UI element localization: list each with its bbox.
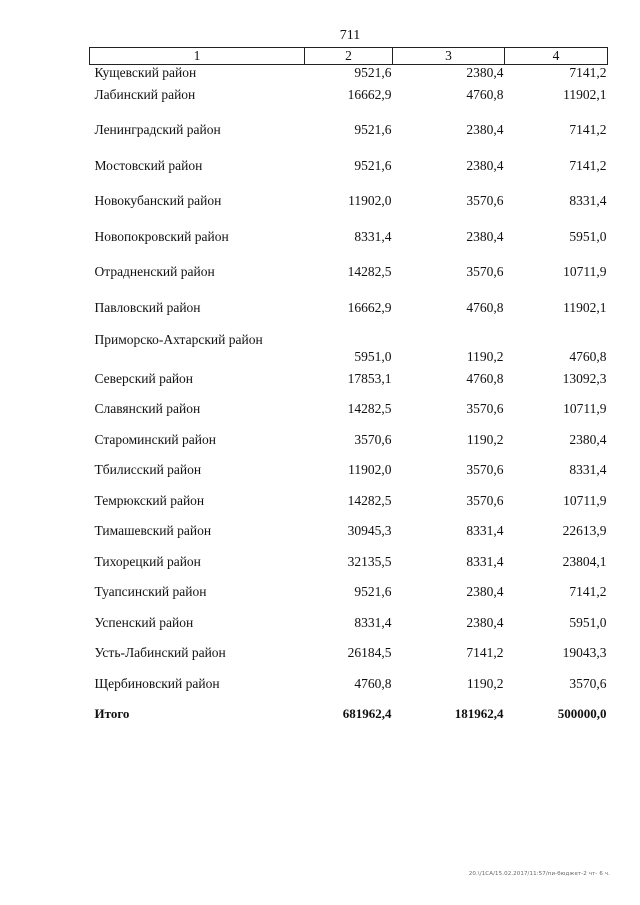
district-name-cell: Приморско-Ахтарский район xyxy=(94,331,263,347)
value-col-4-cell: 7141,2 xyxy=(569,583,607,599)
table-body xyxy=(90,65,608,736)
value-col-3-cell: 3570,6 xyxy=(466,263,504,279)
value-col-4-cell: 7141,2 xyxy=(569,121,607,137)
value-col-3-cell: 7141,2 xyxy=(466,644,504,660)
table-row xyxy=(90,300,608,331)
value-col-4-cell: 10711,9 xyxy=(563,263,607,279)
value-col-2-cell: 30945,3 xyxy=(347,522,392,538)
value-col-4-cell: 5951,0 xyxy=(569,228,607,244)
value-col-3-cell: 4760,8 xyxy=(466,299,504,315)
value-col-2-cell: 9521,6 xyxy=(354,65,392,80)
table-row xyxy=(90,87,608,122)
district-name-cell: Славянский район xyxy=(94,400,201,416)
table-row xyxy=(90,122,608,158)
total-row xyxy=(90,706,608,736)
table-row xyxy=(90,615,608,645)
district-name-cell: Северский район xyxy=(94,370,194,386)
value-col-4-cell: 4760,8 xyxy=(569,348,607,364)
district-name-cell: Лабинский район xyxy=(94,86,196,102)
table-row xyxy=(90,645,608,676)
value-col-2-cell: 14282,5 xyxy=(347,492,392,508)
value-col-4-cell: 10711,9 xyxy=(563,400,607,416)
table-row xyxy=(90,331,608,371)
value-col-2-cell: 14282,5 xyxy=(347,400,392,416)
value-col-2-cell: 4760,8 xyxy=(354,675,392,691)
value-col-4-cell: 8331,4 xyxy=(569,192,607,208)
value-col-2-cell: 16662,9 xyxy=(347,299,392,315)
value-col-4-cell: 11902,1 xyxy=(563,299,607,315)
district-name-cell: Тбилисский район xyxy=(94,461,202,477)
table-row xyxy=(90,584,608,615)
total-col-2-cell: 681962,4 xyxy=(342,705,392,721)
table-row xyxy=(90,554,608,584)
value-col-3-cell: 3570,6 xyxy=(466,461,504,477)
value-col-3-cell: 4760,8 xyxy=(466,370,504,386)
district-name-cell: Новопокровский район xyxy=(94,228,229,244)
value-col-4-cell: 13092,3 xyxy=(562,370,607,386)
value-col-4-cell: 10711,9 xyxy=(563,492,607,508)
value-col-4-cell: 11902,1 xyxy=(563,86,607,102)
value-col-3-cell: 2380,4 xyxy=(466,614,504,630)
table-row xyxy=(90,432,608,462)
value-col-3-cell: 2380,4 xyxy=(466,228,504,244)
total-col-4-cell: 500000,0 xyxy=(557,705,607,721)
value-col-4-cell: 7141,2 xyxy=(569,65,607,80)
district-name-cell: Успенский район xyxy=(94,614,194,630)
table-row xyxy=(90,193,608,229)
total-col-3-cell: 181962,4 xyxy=(454,705,504,721)
district-name-cell: Темрюкский район xyxy=(94,492,205,508)
table-header xyxy=(90,48,608,65)
value-col-3-cell: 1190,2 xyxy=(466,431,504,447)
value-col-2-cell: 14282,5 xyxy=(347,263,392,279)
value-col-4-cell: 2380,4 xyxy=(569,431,607,447)
value-col-2-cell: 26184,5 xyxy=(347,644,392,660)
table-row xyxy=(90,493,608,523)
header-col-3: 3 xyxy=(393,48,505,65)
total-label-cell: Итого xyxy=(94,705,130,721)
district-name-cell: Тихорецкий район xyxy=(94,553,201,569)
value-col-3-cell: 3570,6 xyxy=(466,492,504,508)
value-col-3-cell: 2380,4 xyxy=(466,157,504,173)
value-col-4-cell: 5951,0 xyxy=(569,614,607,630)
value-col-3-cell: 4760,8 xyxy=(466,86,504,102)
table-row xyxy=(90,371,608,401)
header-col-1: 1 xyxy=(90,48,305,65)
district-name-cell: Староминский район xyxy=(94,431,216,447)
value-col-3-cell: 1190,2 xyxy=(466,348,504,364)
table-row xyxy=(90,462,608,493)
value-col-2-cell: 17853,1 xyxy=(347,370,392,386)
value-col-2-cell: 9521,6 xyxy=(354,583,392,599)
value-col-3-cell: 2380,4 xyxy=(466,65,504,80)
district-name-cell: Отрадненский район xyxy=(94,263,215,279)
district-name-cell: Новокубанский район xyxy=(94,192,222,208)
value-col-4-cell: 7141,2 xyxy=(569,157,607,173)
allocation-table xyxy=(89,47,608,736)
value-col-2-cell: 32135,5 xyxy=(347,553,392,569)
value-col-3-cell: 2380,4 xyxy=(466,121,504,137)
value-col-2-cell: 16662,9 xyxy=(347,86,392,102)
value-col-3-cell: 1190,2 xyxy=(466,675,504,691)
table-row xyxy=(90,676,608,706)
district-name-cell: Мостовский район xyxy=(94,157,203,173)
header-col-2: 2 xyxy=(305,48,393,65)
table-row xyxy=(90,158,608,193)
value-col-4-cell: 19043,3 xyxy=(562,644,607,660)
district-name-cell: Тимашевский район xyxy=(94,522,212,538)
table-row xyxy=(90,264,608,300)
value-col-3-cell: 8331,4 xyxy=(466,522,504,538)
value-col-2-cell: 11902,0 xyxy=(348,192,392,208)
table-row xyxy=(90,523,608,554)
value-col-4-cell: 23804,1 xyxy=(562,553,607,569)
district-name-cell: Туапсинский район xyxy=(94,583,207,599)
value-col-3-cell: 3570,6 xyxy=(466,192,504,208)
district-name-cell: Щербиновский район xyxy=(94,675,220,691)
district-name-cell: Кущевский район xyxy=(94,65,197,80)
document-footer-code: 20.\/1СА/15.02.2017/11:57/пи-бюджет-2 чт- 6 ч. xyxy=(468,871,610,877)
table-row xyxy=(90,65,608,87)
value-col-3-cell: 2380,4 xyxy=(466,583,504,599)
value-col-2-cell: 9521,6 xyxy=(354,121,392,137)
table-row xyxy=(90,401,608,432)
header-col-4: 4 xyxy=(505,48,608,65)
page-number: 711 xyxy=(339,28,361,43)
value-col-2-cell: 9521,6 xyxy=(354,157,392,173)
value-col-2-cell: 11902,0 xyxy=(348,461,392,477)
value-col-4-cell: 22613,9 xyxy=(562,522,607,538)
district-name-cell: Ленинградский район xyxy=(94,121,221,137)
value-col-4-cell: 3570,6 xyxy=(569,675,607,691)
value-col-2-cell: 5951,0 xyxy=(354,348,392,364)
value-col-3-cell: 3570,6 xyxy=(466,400,504,416)
value-col-2-cell: 8331,4 xyxy=(354,614,392,630)
district-name-cell: Усть-Лабинский район xyxy=(94,644,226,660)
value-col-3-cell: 8331,4 xyxy=(466,553,504,569)
table-row xyxy=(90,229,608,264)
value-col-2-cell: 3570,6 xyxy=(354,431,392,447)
value-col-4-cell: 8331,4 xyxy=(569,461,607,477)
allocation-table-container xyxy=(89,47,607,736)
header-row xyxy=(90,48,608,65)
value-col-2-cell: 8331,4 xyxy=(354,228,392,244)
district-name-cell: Павловский район xyxy=(94,299,201,315)
